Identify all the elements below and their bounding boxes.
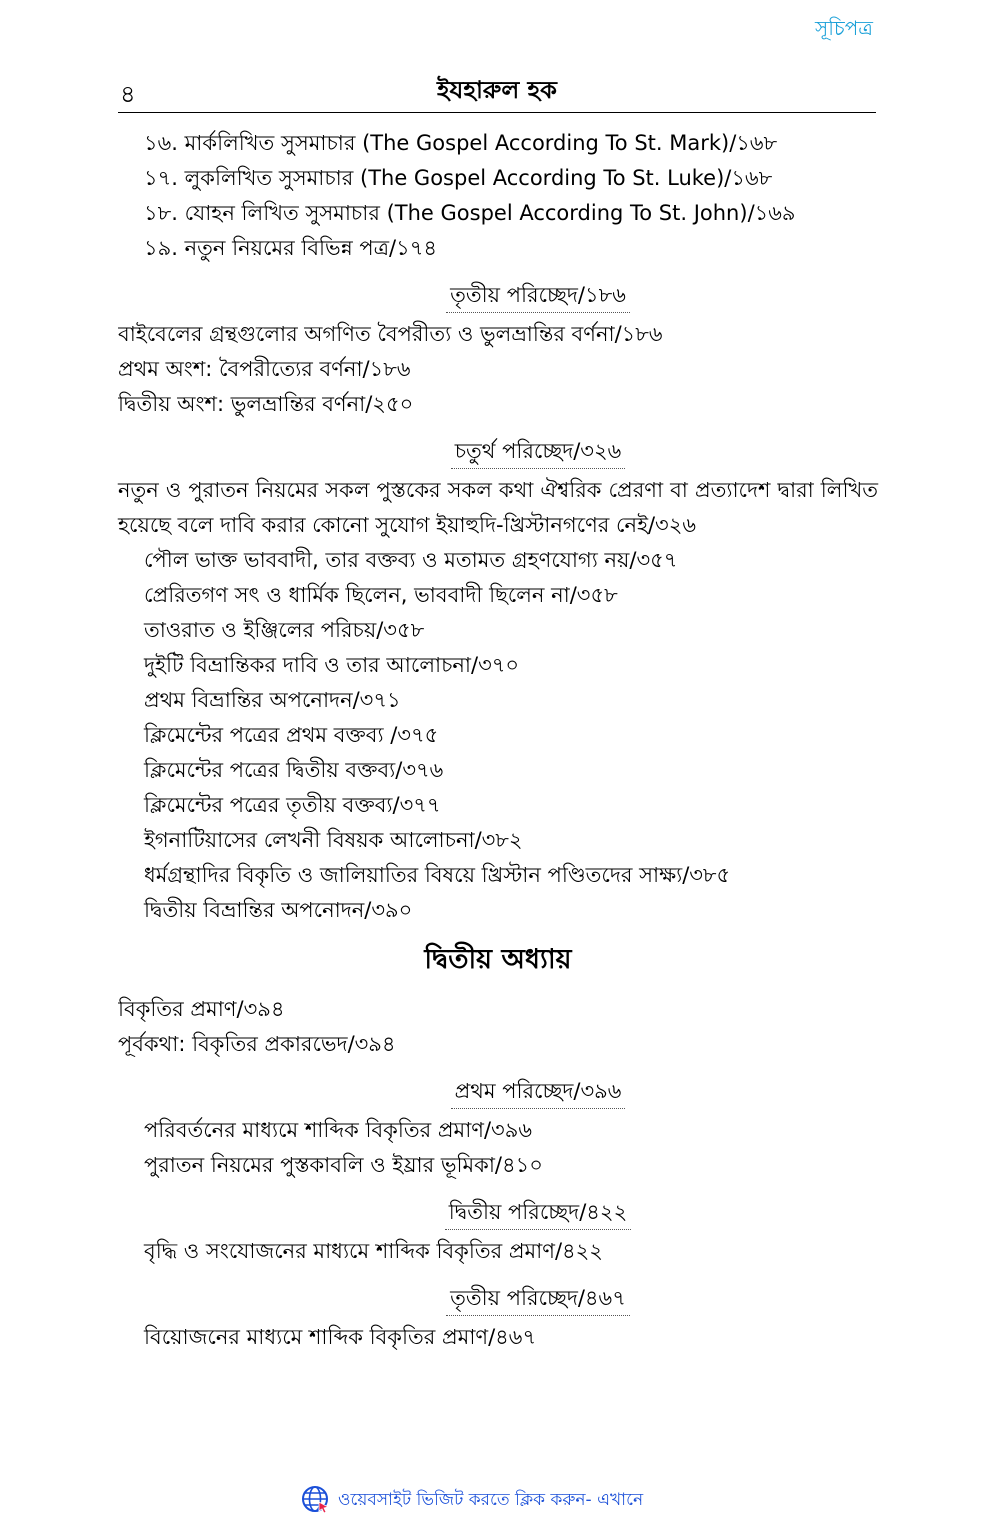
website-link-text[interactable]: ওয়েবসাইট ভিজিট করতে ক্লিক করুন- এখানে [338, 1490, 644, 1510]
book-title: ইযহারুল হক [437, 76, 557, 104]
toc-entry[interactable]: ১৮. যোহন লিখিত সুসমাচার (The Gospel According To St. John)/১৬৯ [144, 201, 796, 225]
toc-entry[interactable]: প্রথম অংশ: বৈপরীত্যের বর্ণনা/১৮৬ [118, 357, 411, 381]
toc-block-6 [118, 1234, 878, 1269]
chapter-heading[interactable]: তৃতীয় পরিচ্ছেদ/৪৬৭ [446, 1283, 630, 1316]
toc-entry[interactable]: ১৯. নতুন নিয়মের বিভিন্ন পত্র/১৭৪ [144, 236, 438, 260]
toc-entry[interactable]: ক্লিমেন্টের পত্রের তৃতীয় বক্তব্য/৩৭৭ [144, 793, 441, 817]
toc-entry[interactable]: পৌল ভাক্ত ভাববাদী, তার বক্তব্য ও মতামত গ্রহণযোগ্য নয়/৩৫৭ [144, 548, 678, 572]
toc-block-3 [118, 543, 878, 928]
toc-entry[interactable]: বৃদ্ধি ও সংযোজনের মাধ্যমে শাব্দিক বিকৃতির প্রমাণ/৪২২ [144, 1239, 603, 1263]
toc-block-1 [118, 126, 878, 266]
toc-entry[interactable]: বাইবেলের গ্রন্থগুলোর অগণিত বৈপরীত্য ও ভুলভ্রান্তির বর্ণনা/১৮৬ [118, 322, 663, 346]
toc-block-7 [118, 1320, 878, 1355]
toc-entry[interactable]: প্রথম বিভ্রান্তির অপনোদন/৩৭১ [144, 688, 401, 712]
website-link[interactable] [300, 1486, 643, 1516]
toc-block-2 [118, 317, 878, 422]
chapter-heading[interactable]: প্রথম পরিচ্ছেদ/৩৯৬ [451, 1076, 626, 1109]
page-number: ৪ [120, 80, 136, 108]
toc-block-5 [118, 1113, 878, 1183]
toc-entry[interactable]: প্রেরিতগণ সৎ ও ধার্মিক ছিলেন, ভাববাদী ছিলেন না/৩৫৮ [144, 583, 618, 607]
toc-entry[interactable]: পুরাতন নিয়মের পুস্তকাবলি ও ইয্রার ভূমিকা/৪১০ [144, 1153, 543, 1177]
toc-entry[interactable]: পূর্বকথা: বিকৃতির প্রকারভেদ/৩৯৪ [118, 1032, 396, 1056]
toc-entry[interactable]: ক্লিমেন্টের পত্রের প্রথম বক্তব্য /৩৭৫ [144, 723, 439, 747]
page-header [118, 68, 876, 113]
toc-block-4 [118, 992, 878, 1062]
toc-entry[interactable]: তাওরাত ও ইঞ্জিলের পরিচয়/৩৫৮ [144, 618, 425, 642]
globe-icon [300, 1484, 330, 1518]
chapter-heading[interactable]: চতুর্থ পরিচ্ছেদ/৩২৬ [451, 436, 626, 469]
chapter-heading[interactable]: তৃতীয় পরিচ্ছেদ/১৮৬ [446, 280, 630, 313]
corner-label: সূচিপত্র [815, 16, 873, 40]
toc-entry[interactable]: দ্বিতীয় বিভ্রান্তির অপনোদন/৩৯০ [144, 898, 413, 922]
toc-entry[interactable]: বিয়োজনের মাধ্যমে শাব্দিক বিকৃতির প্রমাণ/৪৬৭ [144, 1325, 537, 1349]
toc-entry[interactable]: দ্বিতীয় অংশ: ভুলভ্রান্তির বর্ণনা/২৫০ [118, 392, 414, 416]
chapter-heading[interactable]: দ্বিতীয় পরিচ্ছেদ/৪২২ [445, 1197, 631, 1230]
toc-entry[interactable]: ধর্মগ্রন্থাদির বিকৃতি ও জালিয়াতির বিষয়ে খ্রিস্টান পণ্ডিতদের সাক্ষ্য/৩৮৫ [144, 863, 731, 887]
toc-entry[interactable]: দুইটি বিভ্রান্তিকর দাবি ও তার আলোচনা/৩৭০ [144, 653, 520, 677]
toc-entry-paragraph[interactable]: নতুন ও পুরাতন নিয়মের সকল পুস্তকের সকল কথা ঐশ্বরিক প্রেরণা বা প্রত্যাদেশ দ্বারা লিখিত হয়েছে বলে দাবি করার কোনো সুযোগ ইয়াহুদি-খ্রিস্টানগণের নেই/৩২৬ [118, 478, 878, 537]
toc-entry[interactable]: পরিবর্তনের মাধ্যমে শাব্দিক বিকৃতির প্রমাণ/৩৯৬ [144, 1118, 532, 1142]
toc-entry[interactable]: ১৬. মার্কলিখিত সুসমাচার (The Gospel According To St. Mark)/১৬৮ [144, 131, 778, 155]
toc-entry[interactable]: বিকৃতির প্রমাণ/৩৯৪ [118, 997, 285, 1021]
toc-entry[interactable]: ক্লিমেন্টের পত্রের দ্বিতীয় বক্তব্য/৩৭৬ [144, 758, 444, 782]
toc-entry[interactable]: ১৭. লুকলিখিত সুসমাচার (The Gospel According To St. Luke)/১৬৮ [144, 166, 773, 190]
toc-content [118, 126, 878, 1355]
toc-entry[interactable]: ইগনাটিয়াসের লেখনী বিষয়ক আলোচনা/৩৮২ [144, 828, 523, 852]
section-title: দ্বিতীয় অধ্যায় [424, 944, 572, 975]
